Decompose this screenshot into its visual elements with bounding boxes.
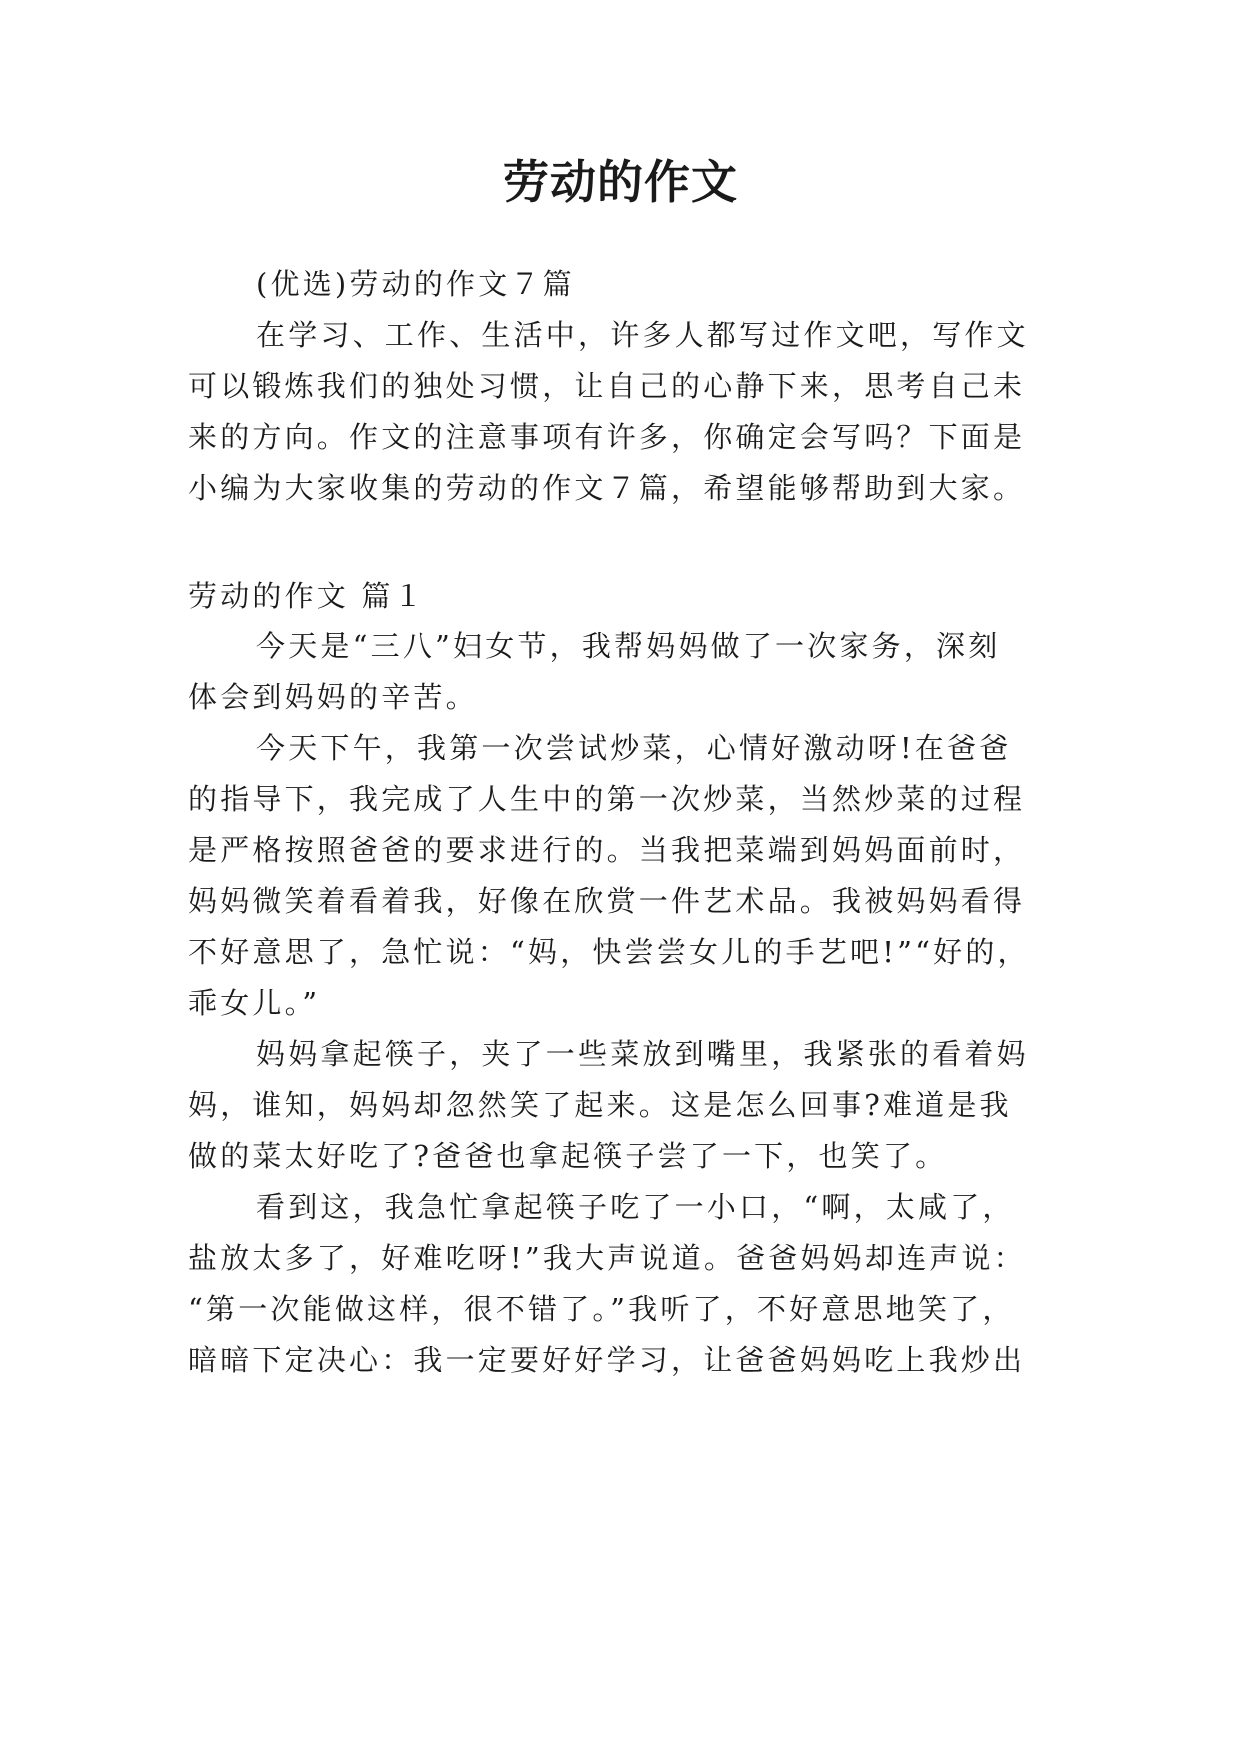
paragraph-line: 妈妈微笑着看着我，好像在欣赏一件艺术品。我被妈妈看得	[188, 884, 1026, 918]
paragraph-line: 来的方向。作文的注意事项有许多，你确定会写吗？下面是	[188, 420, 1026, 454]
paragraph-line: 的指导下，我完成了人生中的第一次炒菜，当然炒菜的过程	[188, 782, 1026, 816]
paragraph-line: 暗暗下定决心：我一定要好好学习，让爸爸妈妈吃上我炒出	[188, 1343, 1026, 1377]
paragraph-line: “第一次能做这样，很不错了。”我听了，不好意思地笑了，	[188, 1292, 1015, 1326]
paragraph-line: 做的菜太好吃了?爸爸也拿起筷子尝了一下，也笑了。	[188, 1139, 948, 1173]
paragraph-line: 在学习、工作、生活中，许多人都写过作文吧，写作文	[256, 318, 1029, 352]
paragraph-line: 体会到妈妈的辛苦。	[188, 680, 478, 714]
paragraph-line: 妈妈拿起筷子，夹了一些菜放到嘴里，我紧张的看着妈	[256, 1037, 1029, 1071]
paragraph-line: 妈，谁知，妈妈却忽然笑了起来。这是怎么回事?难道是我	[188, 1088, 1012, 1122]
paragraph-line: 看到这，我急忙拿起筷子吃了一小口，“啊，太咸了，	[256, 1190, 1015, 1224]
paragraph-line: 是严格按照爸爸的要求进行的。当我把菜端到妈妈面前时，	[188, 833, 1026, 867]
subtitle-line: (优选)劳动的作文７篇	[256, 267, 575, 301]
paragraph-line: 今天下午，我第一次尝试炒菜，心情好激动呀!在爸爸	[256, 731, 1012, 765]
paragraph-line: 不好意思了，急忙说：“妈，快尝尝女儿的手艺吧!”“好的，	[188, 935, 1030, 969]
page-title: 劳动的作文	[503, 155, 738, 209]
paragraph-line: 小编为大家收集的劳动的作文７篇，希望能够帮助到大家。	[188, 471, 1026, 505]
paragraph-line: 可以锻炼我们的独处习惯，让自己的心静下来，思考自己未	[188, 369, 1026, 403]
paragraph-line: 盐放太多了，好难吃呀!”我大声说道。爸爸妈妈却连声说：	[188, 1241, 1026, 1275]
section-heading: 劳动的作文 篇１	[188, 579, 426, 613]
paragraph-line: 乖女儿。”	[188, 986, 321, 1020]
paragraph-line: 今天是“三八”妇女节，我帮妈妈做了一次家务，深刻	[256, 629, 1001, 663]
